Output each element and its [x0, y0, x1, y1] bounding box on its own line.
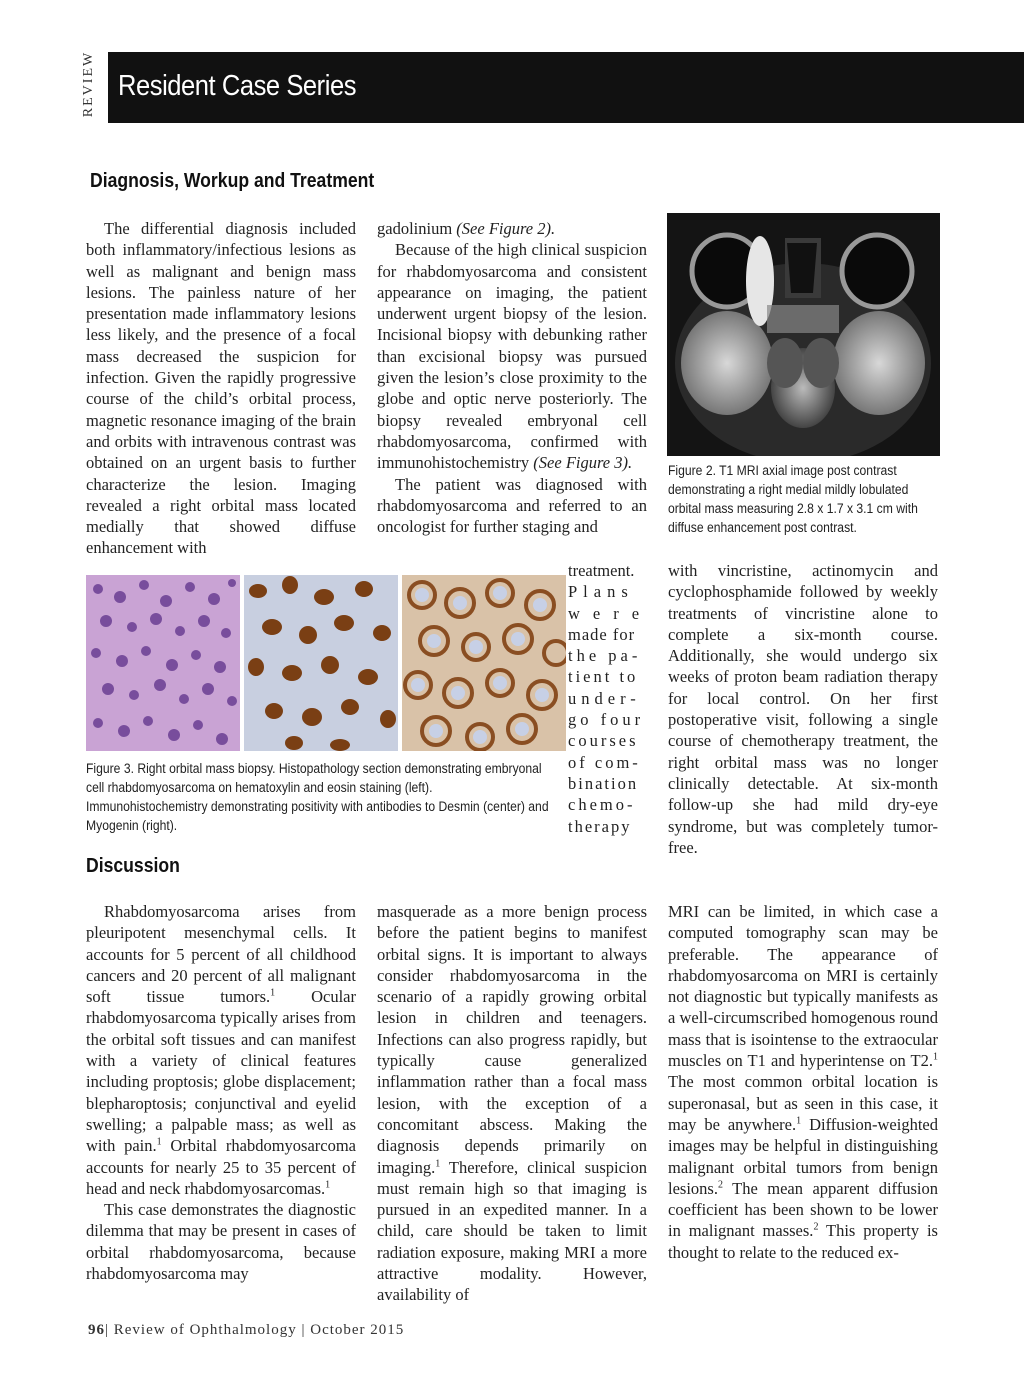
paragraph: The differential diagnosis included both inflammatory/infectious lesions as well as malignant and benign mass lesions. The painless nature of her presentation made inflammatory lesions less likely, and the presence of a focal mass decreased the suspicion for infection. Given the rapidly progressive course of the child’s orbital process, magnetic resonance imaging of the brain and orbits with intravenous contrast was obtained on an urgent basis to further characterize the lesion. Imaging revealed a right orbital mass located medially that showed diffuse enhancement with — [86, 219, 356, 558]
section-side-label: REVIEW — [81, 50, 97, 118]
myogenin-stain-icon — [402, 575, 566, 751]
discussion-column-2 — [377, 901, 647, 1306]
section-heading-diagnosis: Diagnosis, Workup and Treatment — [90, 170, 375, 192]
journal-info: | Review of Ophthalmology | October 2015 — [105, 1322, 405, 1338]
figure-3-myogenin-image — [402, 575, 566, 751]
paragraph: gadolinium (See Figure 2). — [377, 219, 556, 238]
section-heading-discussion: Discussion — [86, 855, 180, 877]
paragraph: MRI can be limited, in which case a computed tomography scan may be preferable. The appearance of rhabdomyosarcoma on MRI is certainly not diagnostic but typically manifests as a well-circumscribed homogenous round mass that is isointense to the extraocular muscles on T1 and hyperintense on T2.$^1$ The most common orbital location is superonasal, but as seen in this case, it may be anywhere.$^1$ Diffusion-weighted images may be helpful in distinguishing malignant orbital tumors from benign lesions.$^2$ The mean apparent diffusion coefficient has been shown to be lower in malignant masses.$^2$ This property is thought to relate to the reduced ex- — [668, 902, 938, 1262]
header-bar — [108, 52, 1024, 123]
diagnosis-column-2-wrap: treatment. Plans were made for the pa- tient to under- go four courses of com- bination chemo- therapy — [568, 561, 653, 836]
desmin-stain-icon — [244, 575, 398, 751]
paragraph: Rhabdomyosarcoma arises from pleuripotent mesenchymal cells. It accounts for 5 percent of all childhood cancers and 20 percent of all malignant soft tissue tumors.$^1$ Ocular rhabdomyosarcoma typically arises from the orbital soft tissues and can manifest with a variety of clinical features including proptosis; globe displacement; blepharoptosis; conjunctival and eyelid swelling; a palpable mass; as well as with pain.$^1$ Orbital rhabdomyosarcoma accounts for nearly 25 to 35 percent of head and neck rhabdomyosarcomas.$^1$ — [86, 902, 356, 1198]
figure-3-desmin-image — [244, 575, 398, 751]
diagnosis-column-3 — [668, 560, 938, 858]
paragraph: The patient was diagnosed with rhabdomyosarcoma and referred to an oncologist for further staging and — [377, 474, 647, 537]
diagnosis-column-2 — [377, 218, 647, 537]
figure-3-caption: Figure 3. Right orbital mass biopsy. Histopathology section demonstrating embryonal cell rhabdomyosarcoma on hematoxylin and eosin staining (left). Immunohistochemistry demonstrating positivity with antibodies to Desmin (center) and Myogenin (right). — [86, 761, 549, 833]
he-stain-icon — [86, 575, 240, 751]
page-footer — [88, 1322, 404, 1339]
diagnosis-column-1 — [86, 218, 356, 559]
figure-2-mri-image — [667, 213, 940, 456]
paragraph: with vincristine, actinomycin and cyclophosphamide followed by weekly treatments of vincristine alone to complete a six-month course. Additionally, she would undergo six weeks of proton beam radiation therapy for local control. On her first postoperative visit, following a single course of chemotherapy treatment, the right orbital mass was no longer clinically detectable. At six-month follow-up she had mild dry-eye syndrome, but was completely tumor-free. — [668, 561, 938, 857]
discussion-column-3 — [668, 901, 938, 1263]
mri-axial-icon — [667, 213, 940, 456]
paragraph: This case demonstrates the diagnostic dilemma that may be present in cases of orbital rhabdomyosarcoma, because rhabdomyosarcoma may — [86, 1200, 356, 1284]
figure-2-caption: Figure 2. T1 MRI axial image post contrast demonstrating a right medial mildly lobulated orbital mass measuring 2.8 x 1.7 x 3.1 cm with diffuse enhancement post contrast. — [668, 463, 918, 535]
header-title: Resident Case Series — [118, 70, 357, 102]
paragraph: masquerade as a more benign process before the patient begins to manifest orbital signs. It is important to always consider rhabdomyosarcoma in the scenario of a rapidly growing orbital lesion in children and teenagers. Infections can also progress rapidly, but typically cause generalized inflammation rather than a focal mass lesion, with the exception of a concomitant abscess. Making the diagnosis depends primarily on imaging.$^1$ Therefore, clinical suspicion must remain high so that imaging is pursued in an expedited manner. In a child, care should be taken to limit radiation exposure, making MRI a more attractive modality. However, availability of — [377, 902, 647, 1305]
paragraph: Because of the high clinical suspicion for rhabdomyosarcoma and consistent appearance on imaging, the patient underwent urgent biopsy of the lesion. Incisional biopsy with debunking rather than excisional biopsy was pursued given the lesion’s close proximity to the globe and optic nerve posteriorly. The biopsy revealed embryonal cell rhabdomyosarcoma, confirmed with immunohistochemistry (See Figure 3). — [377, 240, 647, 473]
discussion-column-1 — [86, 901, 356, 1284]
figure-3-he-stain-image — [86, 575, 240, 751]
page-number: 96 — [88, 1322, 105, 1338]
